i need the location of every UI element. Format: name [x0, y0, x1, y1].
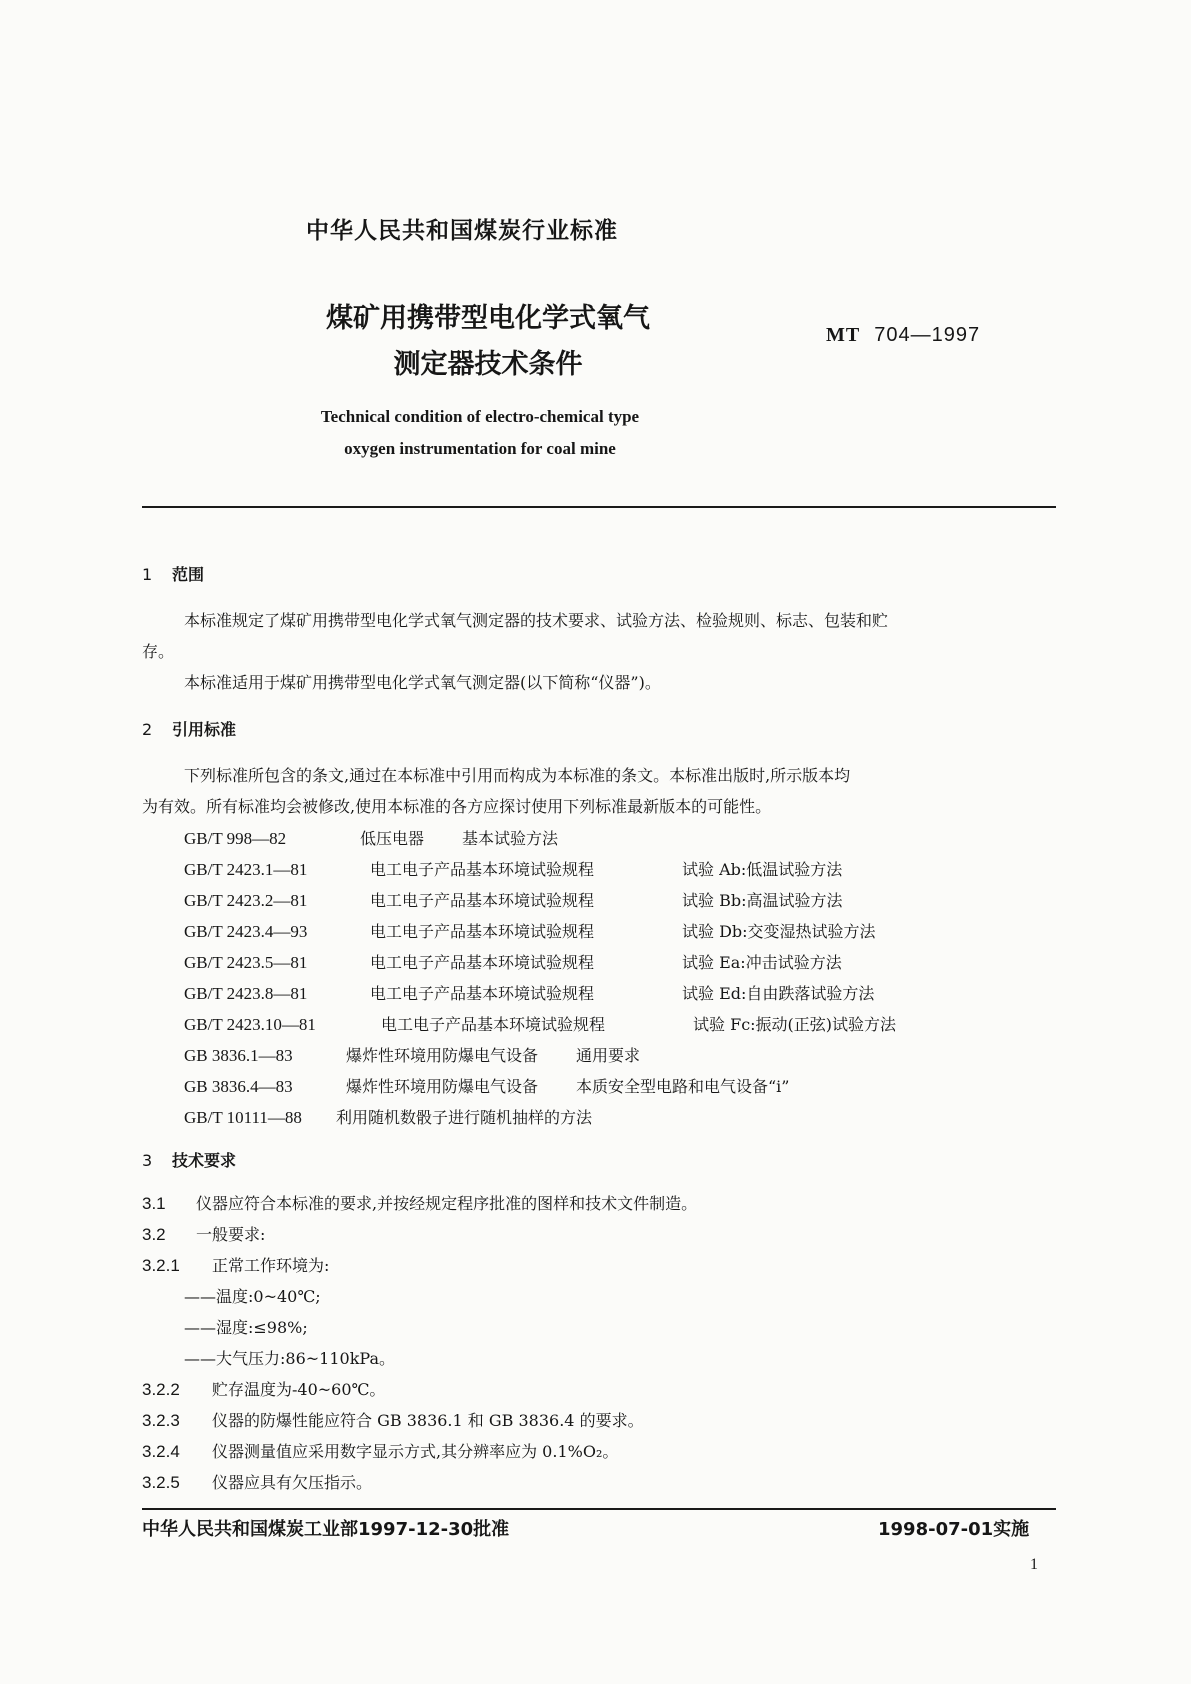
reference-detail: 试验 Ed:自由跌落试验方法 [682, 984, 875, 1003]
reference-detail: 基本试验方法 [462, 829, 559, 848]
clause-number: 3.2.4 [142, 1442, 180, 1461]
clause-3-2-1 [142, 1253, 329, 1276]
approval-line: 中华人民共和国煤炭工业部1997-12-30批准 [142, 1519, 510, 1540]
reference-item [184, 888, 842, 911]
reference-title: 电工电子产品基本环境试验规程 [370, 953, 595, 972]
clause-text: 仪器测量值应采用数字显示方式,其分辨率应为 0.1%O₂。 [212, 1442, 619, 1461]
reference-detail: 试验 Db:交变湿热试验方法 [682, 922, 876, 941]
clause-number: 3.2.1 [142, 1256, 180, 1275]
reference-title: 电工电子产品基本环境试验规程 [370, 891, 595, 910]
reference-code: GB/T 2423.8—81 [184, 984, 308, 1003]
reference-title: 电工电子产品基本环境试验规程 [370, 860, 595, 879]
section-title: 范围 [172, 565, 205, 584]
title-en-line-2: oxygen instrumentation for coal mine [344, 439, 616, 458]
reference-title: 电工电子产品基本环境试验规程 [381, 1015, 606, 1034]
list-item: ——湿度:≤98%; [184, 1318, 308, 1337]
reference-item [184, 919, 876, 942]
reference-title: 电工电子产品基本环境试验规程 [370, 984, 595, 1003]
section-title: 技术要求 [172, 1151, 237, 1170]
reference-title: 爆炸性环境用防爆电气设备 [346, 1077, 539, 1096]
reference-item [184, 826, 558, 849]
reference-code: GB 3836.1—83 [184, 1046, 293, 1065]
reference-item [184, 1105, 592, 1128]
header-divider [142, 506, 1056, 508]
reference-detail: 试验 Ab:低温试验方法 [682, 860, 843, 879]
reference-detail: 试验 Fc:振动(正弦)试验方法 [693, 1015, 897, 1034]
clause-3-2 [142, 1222, 265, 1245]
reference-code: GB 3836.4—83 [184, 1077, 293, 1096]
clause-number: 3.2.5 [142, 1473, 180, 1492]
reference-item [184, 1043, 640, 1066]
section-1-heading [142, 562, 204, 585]
reference-code: GB/T 10111—88 [184, 1108, 302, 1127]
clause-number: 3.2.3 [142, 1411, 180, 1430]
clause-number: 3.2 [142, 1225, 166, 1244]
clause-text: 仪器应具有欠压指示。 [212, 1473, 373, 1492]
clause-3-1 [142, 1191, 697, 1214]
section-title: 引用标准 [172, 720, 237, 739]
paragraph: 存。 [142, 642, 175, 661]
standard-prefix: MT [826, 324, 861, 346]
reference-item [184, 981, 874, 1004]
reference-code: GB/T 2423.1—81 [184, 860, 308, 879]
standard-code: 704—1997 [874, 324, 981, 346]
page-number: 1 [1030, 1556, 1038, 1573]
paragraph: 下列标准所包含的条文,通过在本标准中引用而构成为本标准的条文。本标准出版时,所示版本均 [184, 766, 851, 785]
clause-text: 贮存温度为-40~60℃。 [212, 1380, 386, 1399]
reference-code: GB/T 998—82 [184, 829, 287, 848]
title-en-line-1: Technical condition of electro-chemical type [320, 407, 640, 426]
section-3-heading [142, 1148, 236, 1171]
reference-detail: 试验 Bb:高温试验方法 [682, 891, 843, 910]
section-number: 2 [142, 720, 153, 739]
clause-number: 3.1 [142, 1194, 166, 1213]
reference-title: 利用随机数骰子进行随机抽样的方法 [336, 1108, 593, 1127]
clause-text: 一般要求: [196, 1225, 266, 1244]
footer-divider [142, 1508, 1056, 1510]
issuing-body-title: 中华人民共和国煤炭行业标准 [306, 218, 618, 244]
paragraph: 本标准规定了煤矿用携带型电化学式氧气测定器的技术要求、试验方法、检验规则、标志、包装和贮 [184, 611, 889, 630]
reference-title: 电工电子产品基本环境试验规程 [370, 922, 595, 941]
effective-date: 1998-07-01实施 [878, 1519, 1030, 1540]
clause-3-2-5 [142, 1470, 372, 1493]
standard-title-en [270, 401, 690, 465]
reference-code: GB/T 2423.2—81 [184, 891, 308, 910]
reference-detail: 通用要求 [576, 1046, 641, 1065]
reference-code: GB/T 2423.4—93 [184, 922, 308, 941]
standard-title-cn [294, 296, 682, 388]
list-item: ——温度:0~40℃; [184, 1287, 321, 1306]
reference-item [184, 950, 842, 973]
reference-item [184, 1074, 789, 1097]
reference-title: 爆炸性环境用防爆电气设备 [346, 1046, 539, 1065]
list-item: ——大气压力:86~110kPa。 [184, 1349, 395, 1368]
clause-3-2-2 [142, 1377, 385, 1400]
reference-item [184, 857, 842, 880]
clause-text: 正常工作环境为: [212, 1256, 330, 1275]
reference-title: 低压电器 [360, 829, 425, 848]
reference-code: GB/T 2423.10—81 [184, 1015, 316, 1034]
reference-item [184, 1012, 896, 1035]
reference-detail: 本质安全型电路和电气设备“i” [576, 1077, 790, 1096]
paragraph: 本标准适用于煤矿用携带型电化学式氧气测定器(以下简称“仪器”)。 [184, 673, 661, 692]
reference-detail: 试验 Ea:冲击试验方法 [682, 953, 842, 972]
clause-3-2-4 [142, 1439, 618, 1462]
title-line-2: 测定器技术条件 [393, 349, 583, 380]
title-line-1: 煤矿用携带型电化学式氧气 [326, 303, 650, 334]
standard-number [826, 322, 980, 347]
clause-3-2-3 [142, 1408, 644, 1431]
reference-code: GB/T 2423.5—81 [184, 953, 308, 972]
section-number: 1 [142, 565, 153, 584]
section-number: 3 [142, 1151, 153, 1170]
paragraph: 为有效。所有标准均会被修改,使用本标准的各方应探讨使用下列标准最新版本的可能性。 [142, 797, 772, 816]
clause-text: 仪器应符合本标准的要求,并按经规定程序批准的图样和技术文件制造。 [196, 1194, 698, 1213]
section-2-heading [142, 717, 236, 740]
clause-text: 仪器的防爆性能应符合 GB 3836.1 和 GB 3836.4 的要求。 [212, 1411, 644, 1430]
clause-number: 3.2.2 [142, 1380, 180, 1399]
